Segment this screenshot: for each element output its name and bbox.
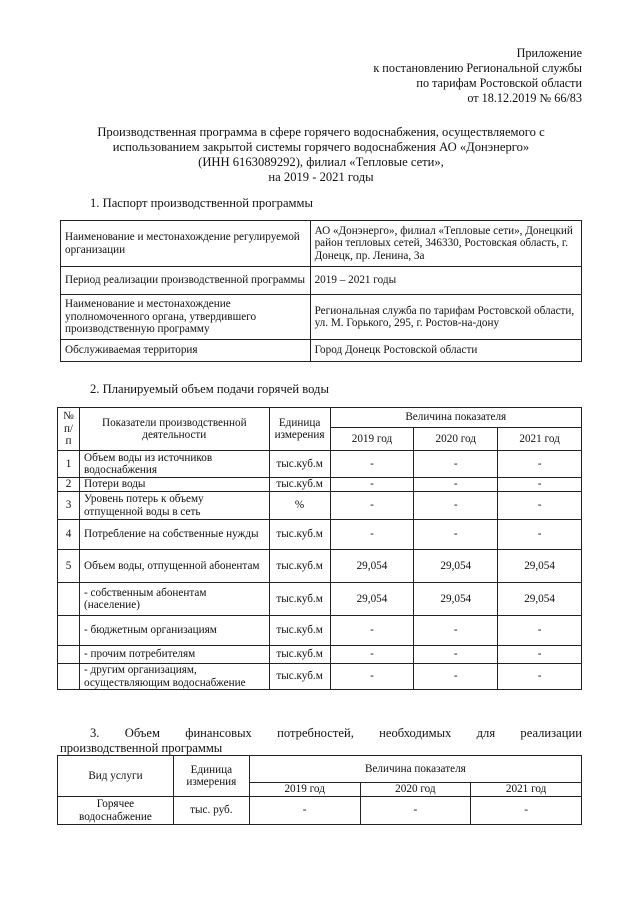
document-title bbox=[60, 125, 582, 185]
row-unit: тыс.куб.м bbox=[269, 583, 330, 616]
heading-word: необходимых bbox=[379, 726, 452, 740]
row-unit: тыс.куб.м bbox=[269, 550, 330, 583]
row-value: - bbox=[498, 646, 582, 664]
row-name: - прочим потребителям bbox=[79, 646, 269, 664]
passport-label: Наименование и местонахождение уполномоченного органа, утвердившего производственную программу bbox=[61, 295, 311, 340]
title-line-4: на 2019 - 2021 годы bbox=[268, 170, 374, 184]
row-value: - bbox=[498, 478, 582, 492]
row-unit: тыс.куб.м bbox=[269, 616, 330, 646]
section3-heading bbox=[60, 726, 582, 756]
row-value: - bbox=[249, 797, 360, 825]
header-line-3: по тарифам Ростовской области bbox=[416, 76, 582, 90]
row-value: - bbox=[498, 616, 582, 646]
row-value: - bbox=[330, 616, 414, 646]
row-unit: тыс.куб.м bbox=[269, 478, 330, 492]
row-service: Горячее водоснабжение bbox=[58, 797, 174, 825]
year-header: 2021 год bbox=[498, 428, 582, 451]
row-num: 3 bbox=[58, 492, 80, 520]
row-num bbox=[58, 664, 80, 690]
row-num: 2 bbox=[58, 478, 80, 492]
row-value: - bbox=[471, 797, 582, 825]
row-num: 4 bbox=[58, 520, 80, 550]
passport-value: АО «Донэнерго», филиал «Тепловые сети», Донецкий район тепловых сетей, 346330, Ростовская область, г. Донецк, пр. Ленина, 3а bbox=[310, 221, 581, 267]
heading-word: для bbox=[476, 726, 496, 740]
heading-word: Объем bbox=[124, 726, 160, 740]
row-value: - bbox=[414, 478, 498, 492]
row-value: 29,054 bbox=[330, 583, 414, 616]
row-value: - bbox=[414, 492, 498, 520]
row-value: - bbox=[414, 646, 498, 664]
row-name: Объем воды, отпущенной абонентам bbox=[79, 550, 269, 583]
passport-row bbox=[61, 340, 582, 362]
table-row bbox=[58, 797, 582, 825]
row-unit: тыс.куб.м bbox=[269, 646, 330, 664]
row-num bbox=[58, 646, 80, 664]
row-name: - бюджетным организациям bbox=[79, 616, 269, 646]
section3-heading-line2: производственной программы bbox=[60, 741, 223, 755]
row-value: 29,054 bbox=[414, 583, 498, 616]
appendix-header bbox=[373, 46, 582, 106]
row-value: - bbox=[498, 664, 582, 690]
row-value: - bbox=[360, 797, 471, 825]
row-name: Потребление на собственные нужды bbox=[79, 520, 269, 550]
col-service-header: Вид услуги bbox=[58, 756, 174, 797]
year-header: 2020 год bbox=[414, 428, 498, 451]
year-header: 2021 год bbox=[471, 783, 582, 797]
header-line-2: к постановлению Региональной службы bbox=[373, 61, 582, 75]
passport-value: 2019 – 2021 годы bbox=[310, 267, 581, 295]
heading-word: финансовых bbox=[185, 726, 252, 740]
col-unit-header: Единица измерения bbox=[269, 408, 330, 451]
row-name: - собственным абонентам (население) bbox=[79, 583, 269, 616]
table-row bbox=[58, 478, 582, 492]
row-value: 29,054 bbox=[414, 550, 498, 583]
water-volume-table bbox=[57, 407, 582, 690]
header-line-4: от 18.12.2019 № 66/83 bbox=[467, 91, 582, 105]
table-row bbox=[58, 616, 582, 646]
row-value: - bbox=[330, 520, 414, 550]
row-value: 29,054 bbox=[498, 583, 582, 616]
header-line-1: Приложение bbox=[516, 46, 582, 60]
row-num: 1 bbox=[58, 451, 80, 478]
row-num: 5 bbox=[58, 550, 80, 583]
row-value: 29,054 bbox=[498, 550, 582, 583]
row-value: - bbox=[498, 492, 582, 520]
row-value: - bbox=[498, 451, 582, 478]
table-row bbox=[58, 583, 582, 616]
row-value: - bbox=[498, 520, 582, 550]
row-name: Уровень потерь к объему отпущенной воды в сеть bbox=[79, 492, 269, 520]
row-name: Потери воды bbox=[79, 478, 269, 492]
passport-row bbox=[61, 295, 582, 340]
section2-heading: 2. Планируемый объем подачи горячей воды bbox=[90, 382, 329, 396]
row-unit: % bbox=[269, 492, 330, 520]
table-row bbox=[58, 664, 582, 690]
row-value: - bbox=[414, 664, 498, 690]
table-row bbox=[58, 451, 582, 478]
heading-word: реализации bbox=[520, 726, 582, 740]
table-header-row bbox=[58, 756, 582, 783]
row-value: - bbox=[330, 664, 414, 690]
col-indicator-header: Показатели производственной деятельности bbox=[79, 408, 269, 451]
passport-value: Город Донецк Ростовской области bbox=[310, 340, 581, 362]
row-value: - bbox=[330, 492, 414, 520]
row-value: - bbox=[330, 478, 414, 492]
row-unit: тыс.куб.м bbox=[269, 520, 330, 550]
section1-heading: 1. Паспорт производственной программы bbox=[90, 196, 313, 210]
col-value-header: Величина показателя bbox=[330, 408, 581, 428]
row-value: - bbox=[330, 451, 414, 478]
row-num bbox=[58, 583, 80, 616]
passport-table bbox=[60, 220, 582, 362]
heading-word: потребностей, bbox=[277, 726, 354, 740]
col-value-header: Величина показателя bbox=[249, 756, 581, 783]
row-unit: тыс.куб.м bbox=[269, 451, 330, 478]
table-row bbox=[58, 550, 582, 583]
col-num-header: № п/п bbox=[58, 408, 80, 451]
row-value: - bbox=[330, 646, 414, 664]
section3-heading-line1 bbox=[60, 726, 582, 741]
row-name: - другим организациям, осуществляющим водоснабжение bbox=[79, 664, 269, 690]
table-header-row bbox=[58, 408, 582, 428]
passport-row bbox=[61, 267, 582, 295]
table-row bbox=[58, 646, 582, 664]
passport-label: Наименование и местонахождение регулируемой организации bbox=[61, 221, 311, 267]
passport-label: Период реализации производственной программы bbox=[61, 267, 311, 295]
row-value: - bbox=[414, 520, 498, 550]
row-value: - bbox=[414, 616, 498, 646]
row-unit: тыс.куб.м bbox=[269, 664, 330, 690]
year-header: 2019 год bbox=[330, 428, 414, 451]
passport-label: Обслуживаемая территория bbox=[61, 340, 311, 362]
title-line-1: Производственная программа в сфере горячего водоснабжения, осуществляемого с bbox=[97, 125, 545, 139]
passport-row bbox=[61, 221, 582, 267]
row-unit: тыс. руб. bbox=[173, 797, 249, 825]
passport-value: Региональная служба по тарифам Ростовской области, ул. М. Горького, 295, г. Ростов-на-дону bbox=[310, 295, 581, 340]
financial-needs-table bbox=[57, 755, 582, 825]
title-line-3: (ИНН 6163089292), филиал «Тепловые сети», bbox=[198, 155, 444, 169]
title-line-2: использованием закрытой системы горячего водоснабжения АО «Донэнерго» bbox=[112, 140, 530, 154]
row-value: - bbox=[414, 451, 498, 478]
heading-word: 3. bbox=[90, 726, 100, 740]
year-header: 2019 год bbox=[249, 783, 360, 797]
table-row bbox=[58, 520, 582, 550]
row-num bbox=[58, 616, 80, 646]
year-header: 2020 год bbox=[360, 783, 471, 797]
col-unit-header: Единица измерения bbox=[173, 756, 249, 797]
row-value: 29,054 bbox=[330, 550, 414, 583]
row-name: Объем воды из источников водоснабжения bbox=[79, 451, 269, 478]
table-row bbox=[58, 492, 582, 520]
